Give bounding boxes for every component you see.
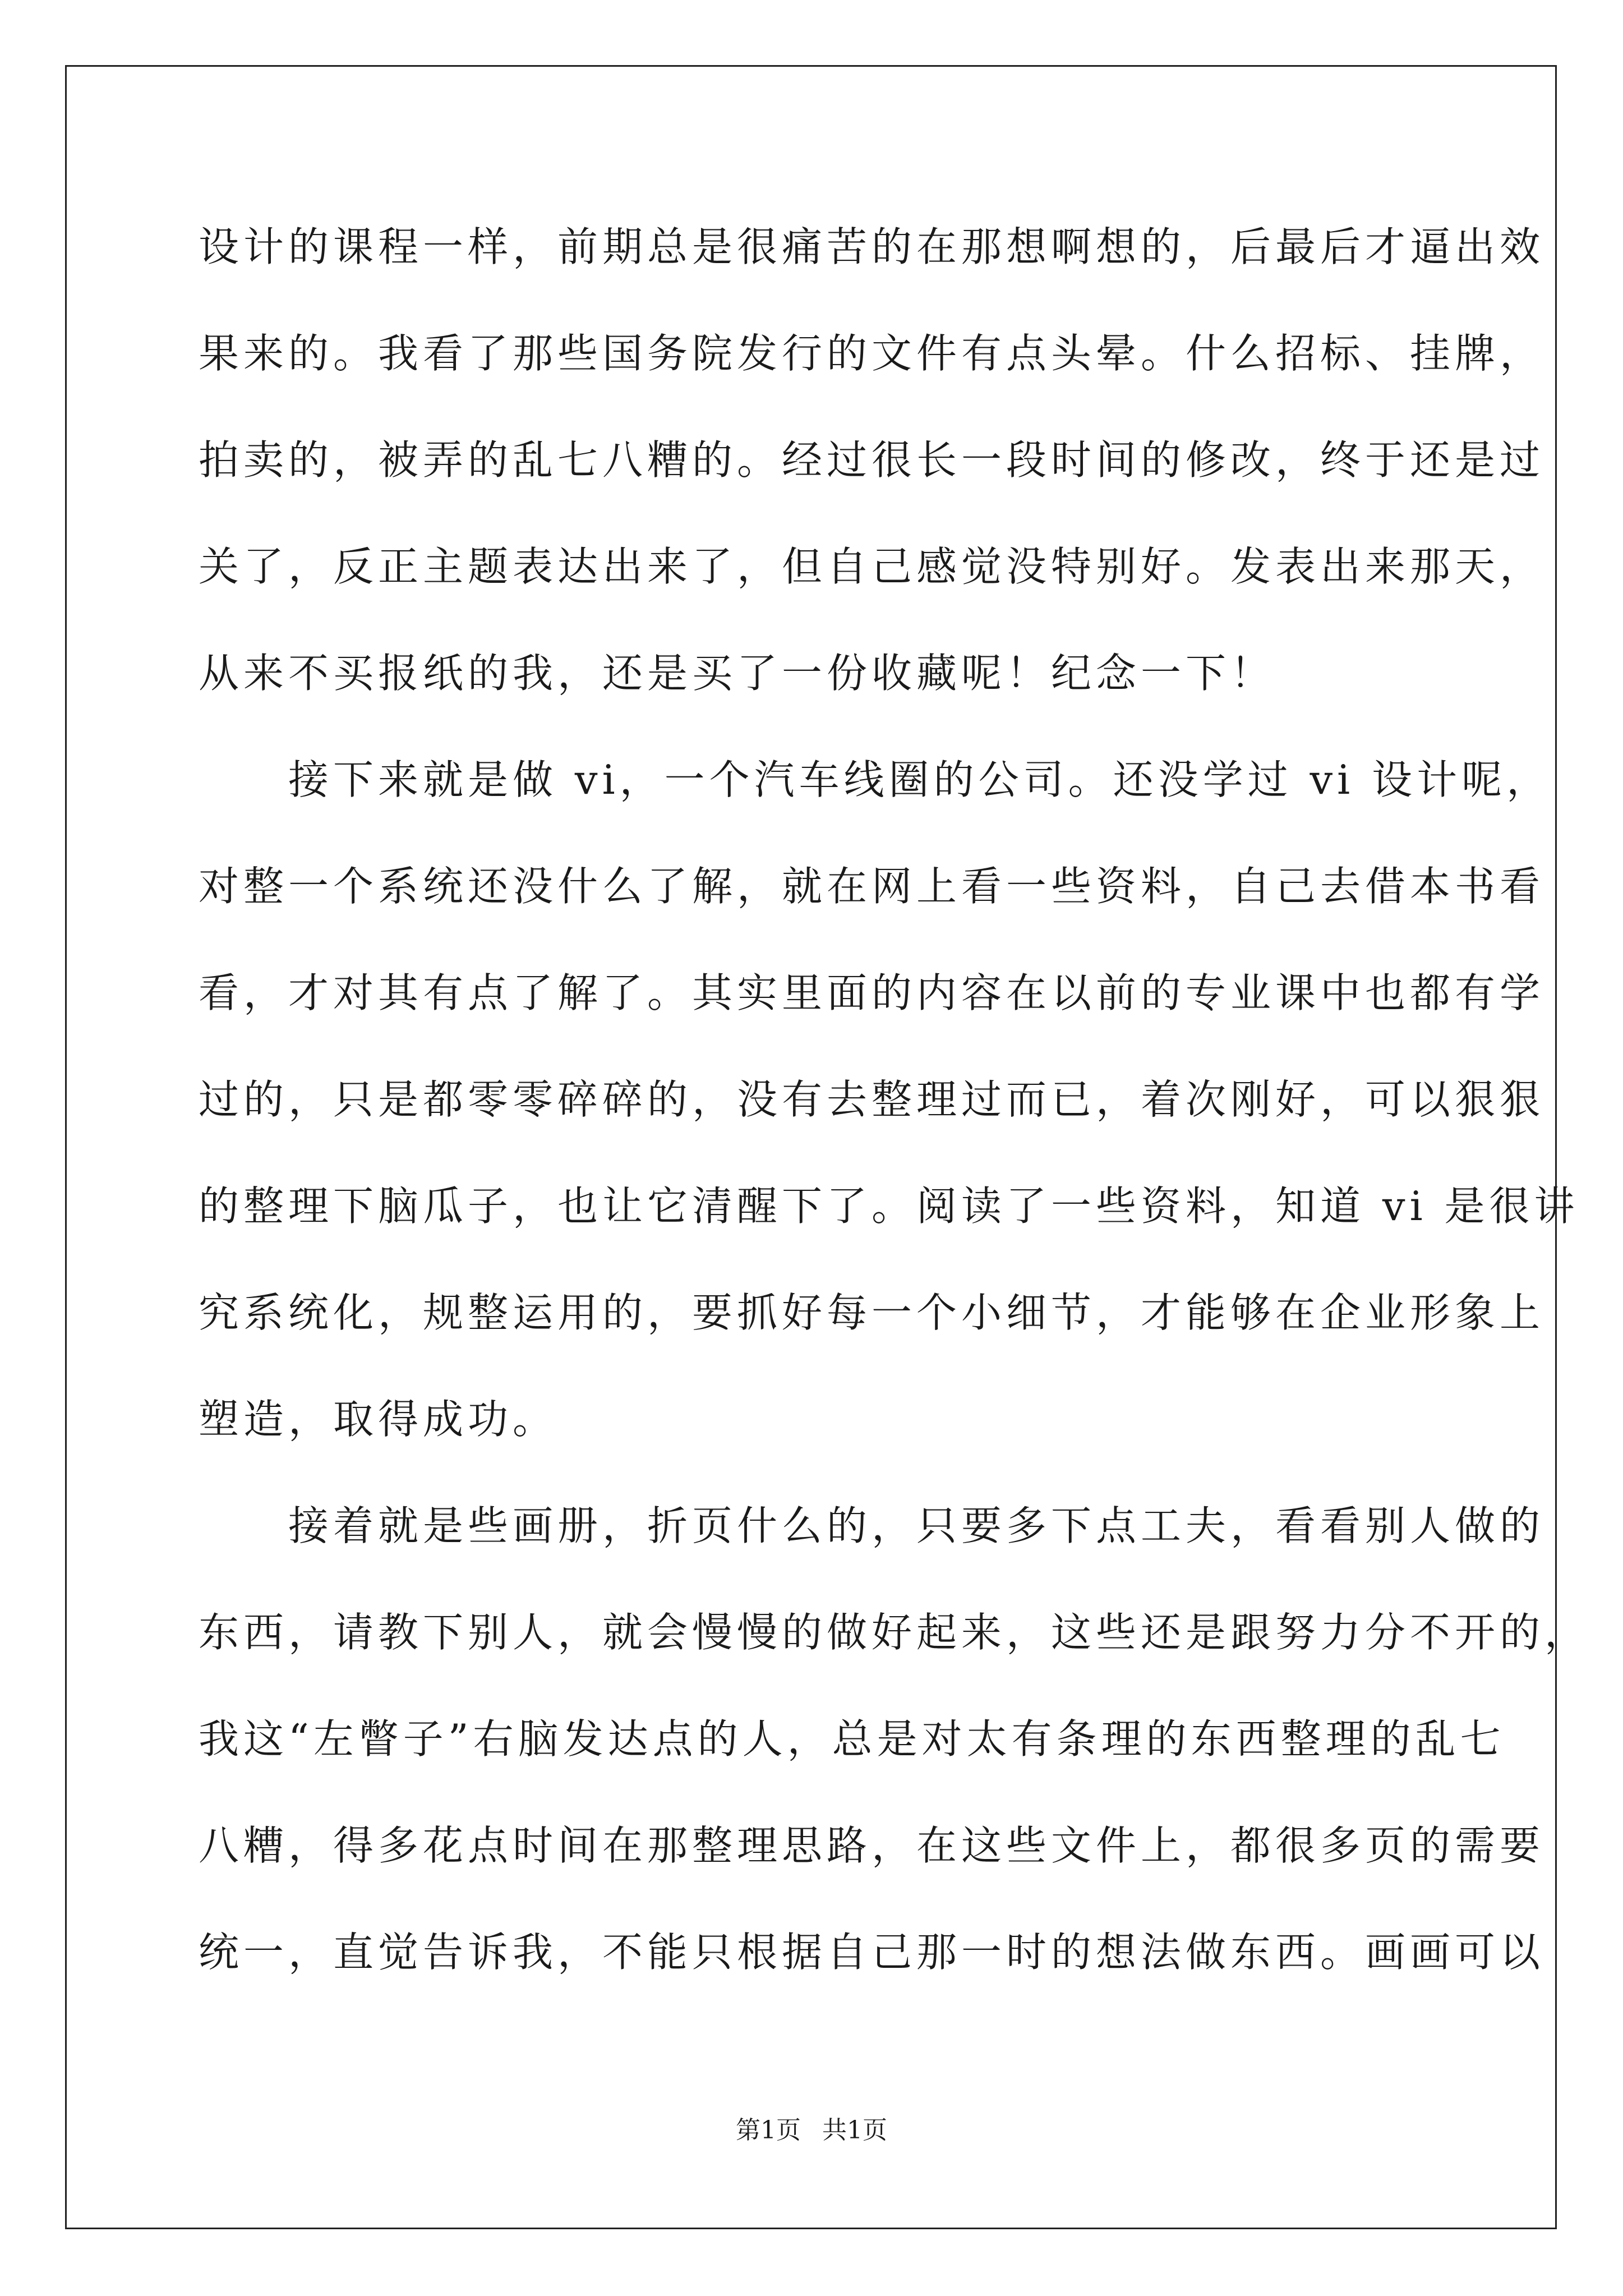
- text-line: 设计的课程一样，前期总是很痛苦的在那想啊想的，后最后才逼出效: [199, 223, 1545, 270]
- text-line: 对整一个系统还没什么了解，就在网上看一些资料，自己去借本书看: [199, 863, 1545, 910]
- paragraph-start-line: 接着就是些画册，折页什么的，只要多下点工夫，看看别人做的: [199, 1502, 1545, 1549]
- text-line: 我这“左瞥子”右脑发达点的人，总是对太有条理的东西整理的乱七: [199, 1715, 1505, 1763]
- paragraph-start-line: 接下来就是做 vi，一个汽车线圈的公司。还没学过 vi 设计呢，: [199, 756, 1552, 803]
- page-number-current: 第1页: [736, 2116, 801, 2145]
- document-body: [199, 213, 1590, 2025]
- text-line: 过的，只是都零零碎碎的，没有去整理过而已，着次刚好，可以狠狠: [199, 1076, 1545, 1123]
- text-line: 的整理下脑瓜子，也让它清醒下了。阅读了一些资料，知道 vi 是很讲: [199, 1182, 1579, 1230]
- text-line: 从来不买报纸的我，还是买了一份收藏呢！纪念一下！: [199, 650, 1276, 697]
- page-footer: [0, 2114, 1623, 2147]
- text-line: 塑造，取得成功。: [199, 1396, 558, 1443]
- text-line: 八糟，得多花点时间在那整理思路，在这些文件上，都很多页的需要: [199, 1822, 1545, 1869]
- text-line: 拍卖的，被弄的乱七八糟的。经过很长一段时间的修改，终于还是过: [199, 436, 1545, 484]
- text-line: 东西，请教下别人，就会慢慢的做好起来，这些还是跟努力分不开的，: [199, 1609, 1590, 1656]
- text-line: 果来的。我看了那些国务院发行的文件有点头晕。什么招标、挂牌，: [199, 330, 1545, 377]
- text-line: 究系统化，规整运用的，要抓好每一个小细节，才能够在企业形象上: [199, 1289, 1545, 1336]
- text-line: 关了，反正主题表达出来了，但自己感觉没特别好。发表出来那天，: [199, 543, 1545, 590]
- text-line: 看，才对其有点了解了。其实里面的内容在以前的专业课中也都有学: [199, 969, 1545, 1016]
- text-line: 统一，直觉告诉我，不能只根据自己那一时的想法做东西。画画可以: [199, 1929, 1545, 1976]
- page-number-total: 共1页: [822, 2116, 887, 2145]
